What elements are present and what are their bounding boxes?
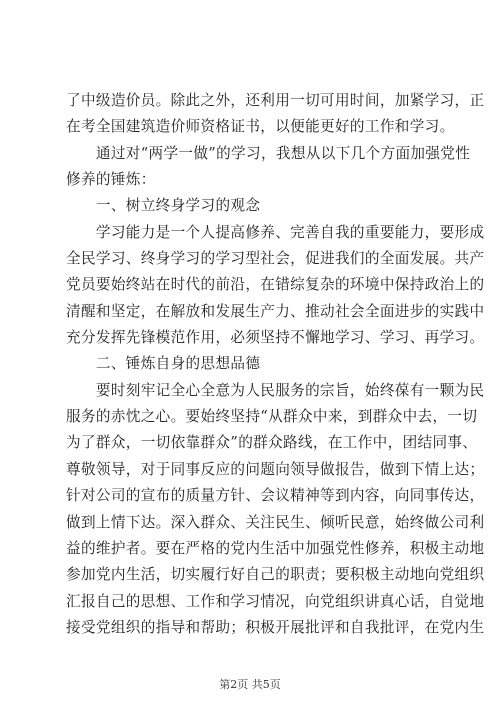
text-line: 参加党内生活，切实履行好自己的职责；要积极主动地向党组织 [66, 566, 485, 584]
text-line: 学习能力是一个人提高修养、完善自我的重要能力，要形成 [66, 223, 485, 241]
text-line: 为了群众，一切依靠群众”的群众路线，在工作中，团结同事、 [66, 434, 478, 452]
text-line: 在考全国建筑造价师资格证书，以便能更好的工作和学习。 [66, 118, 455, 136]
text-line: 了中级造价员。除此之外，还利用一切可用时间，加紧学习，正 [66, 92, 485, 109]
section-heading: 一、树立终身学习的观念 [66, 197, 261, 215]
text-line: 接受党组织的指导和帮助；积极开展批评和自我批评，在党内生 [66, 618, 485, 636]
text-line: 做到上情下达。深入群众、关注民生、倾听民意，始终做公司利 [66, 513, 485, 531]
text-line: 党员要始终站在时代的前沿，在错综复杂的环境中保持政治上的 [66, 276, 485, 294]
document-body [66, 88, 485, 641]
text-line: 修养的锤炼： [66, 171, 156, 189]
text-line: 益的维护者。要在严格的党内生活中加强党性修养，积极主动地 [66, 539, 485, 557]
text-line: 针对公司的宣布的质量方针、会议精神等到内容，向同事传达， [66, 487, 485, 505]
text-line: 通过对“两学一做”的学习，我想从以下几个方面加强党性 [66, 144, 471, 162]
page-number-footer: 第2页 共5页 [219, 678, 281, 691]
text-line: 清醒和坚定，在解放和发展生产力、推动社会全面进步的实践中 [66, 302, 485, 320]
text-line: 充分发挥先锋模范作用，必须坚持不懈地学习、学习、再学习。 [66, 329, 485, 347]
text-line: 尊敬领导，对于同事反应的问题向领导做报告，做到下情上达； [66, 460, 485, 478]
text-line: 全民学习、终身学习的学习型社会，促进我们的全面发展。共产 [66, 250, 485, 268]
text-line: 服务的赤忱之心。要始终坚持“从群众中来，到群众中去，一切 [66, 408, 478, 426]
text-line: 汇报自己的思想、工作和学习情况，向党组织讲真心话，自觉地 [66, 592, 485, 610]
section-heading: 二、锤炼自身的思想品德 [66, 355, 261, 373]
text-line: 要时刻牢记全心全意为人民服务的宗旨，始终葆有一颗为民 [66, 381, 485, 399]
